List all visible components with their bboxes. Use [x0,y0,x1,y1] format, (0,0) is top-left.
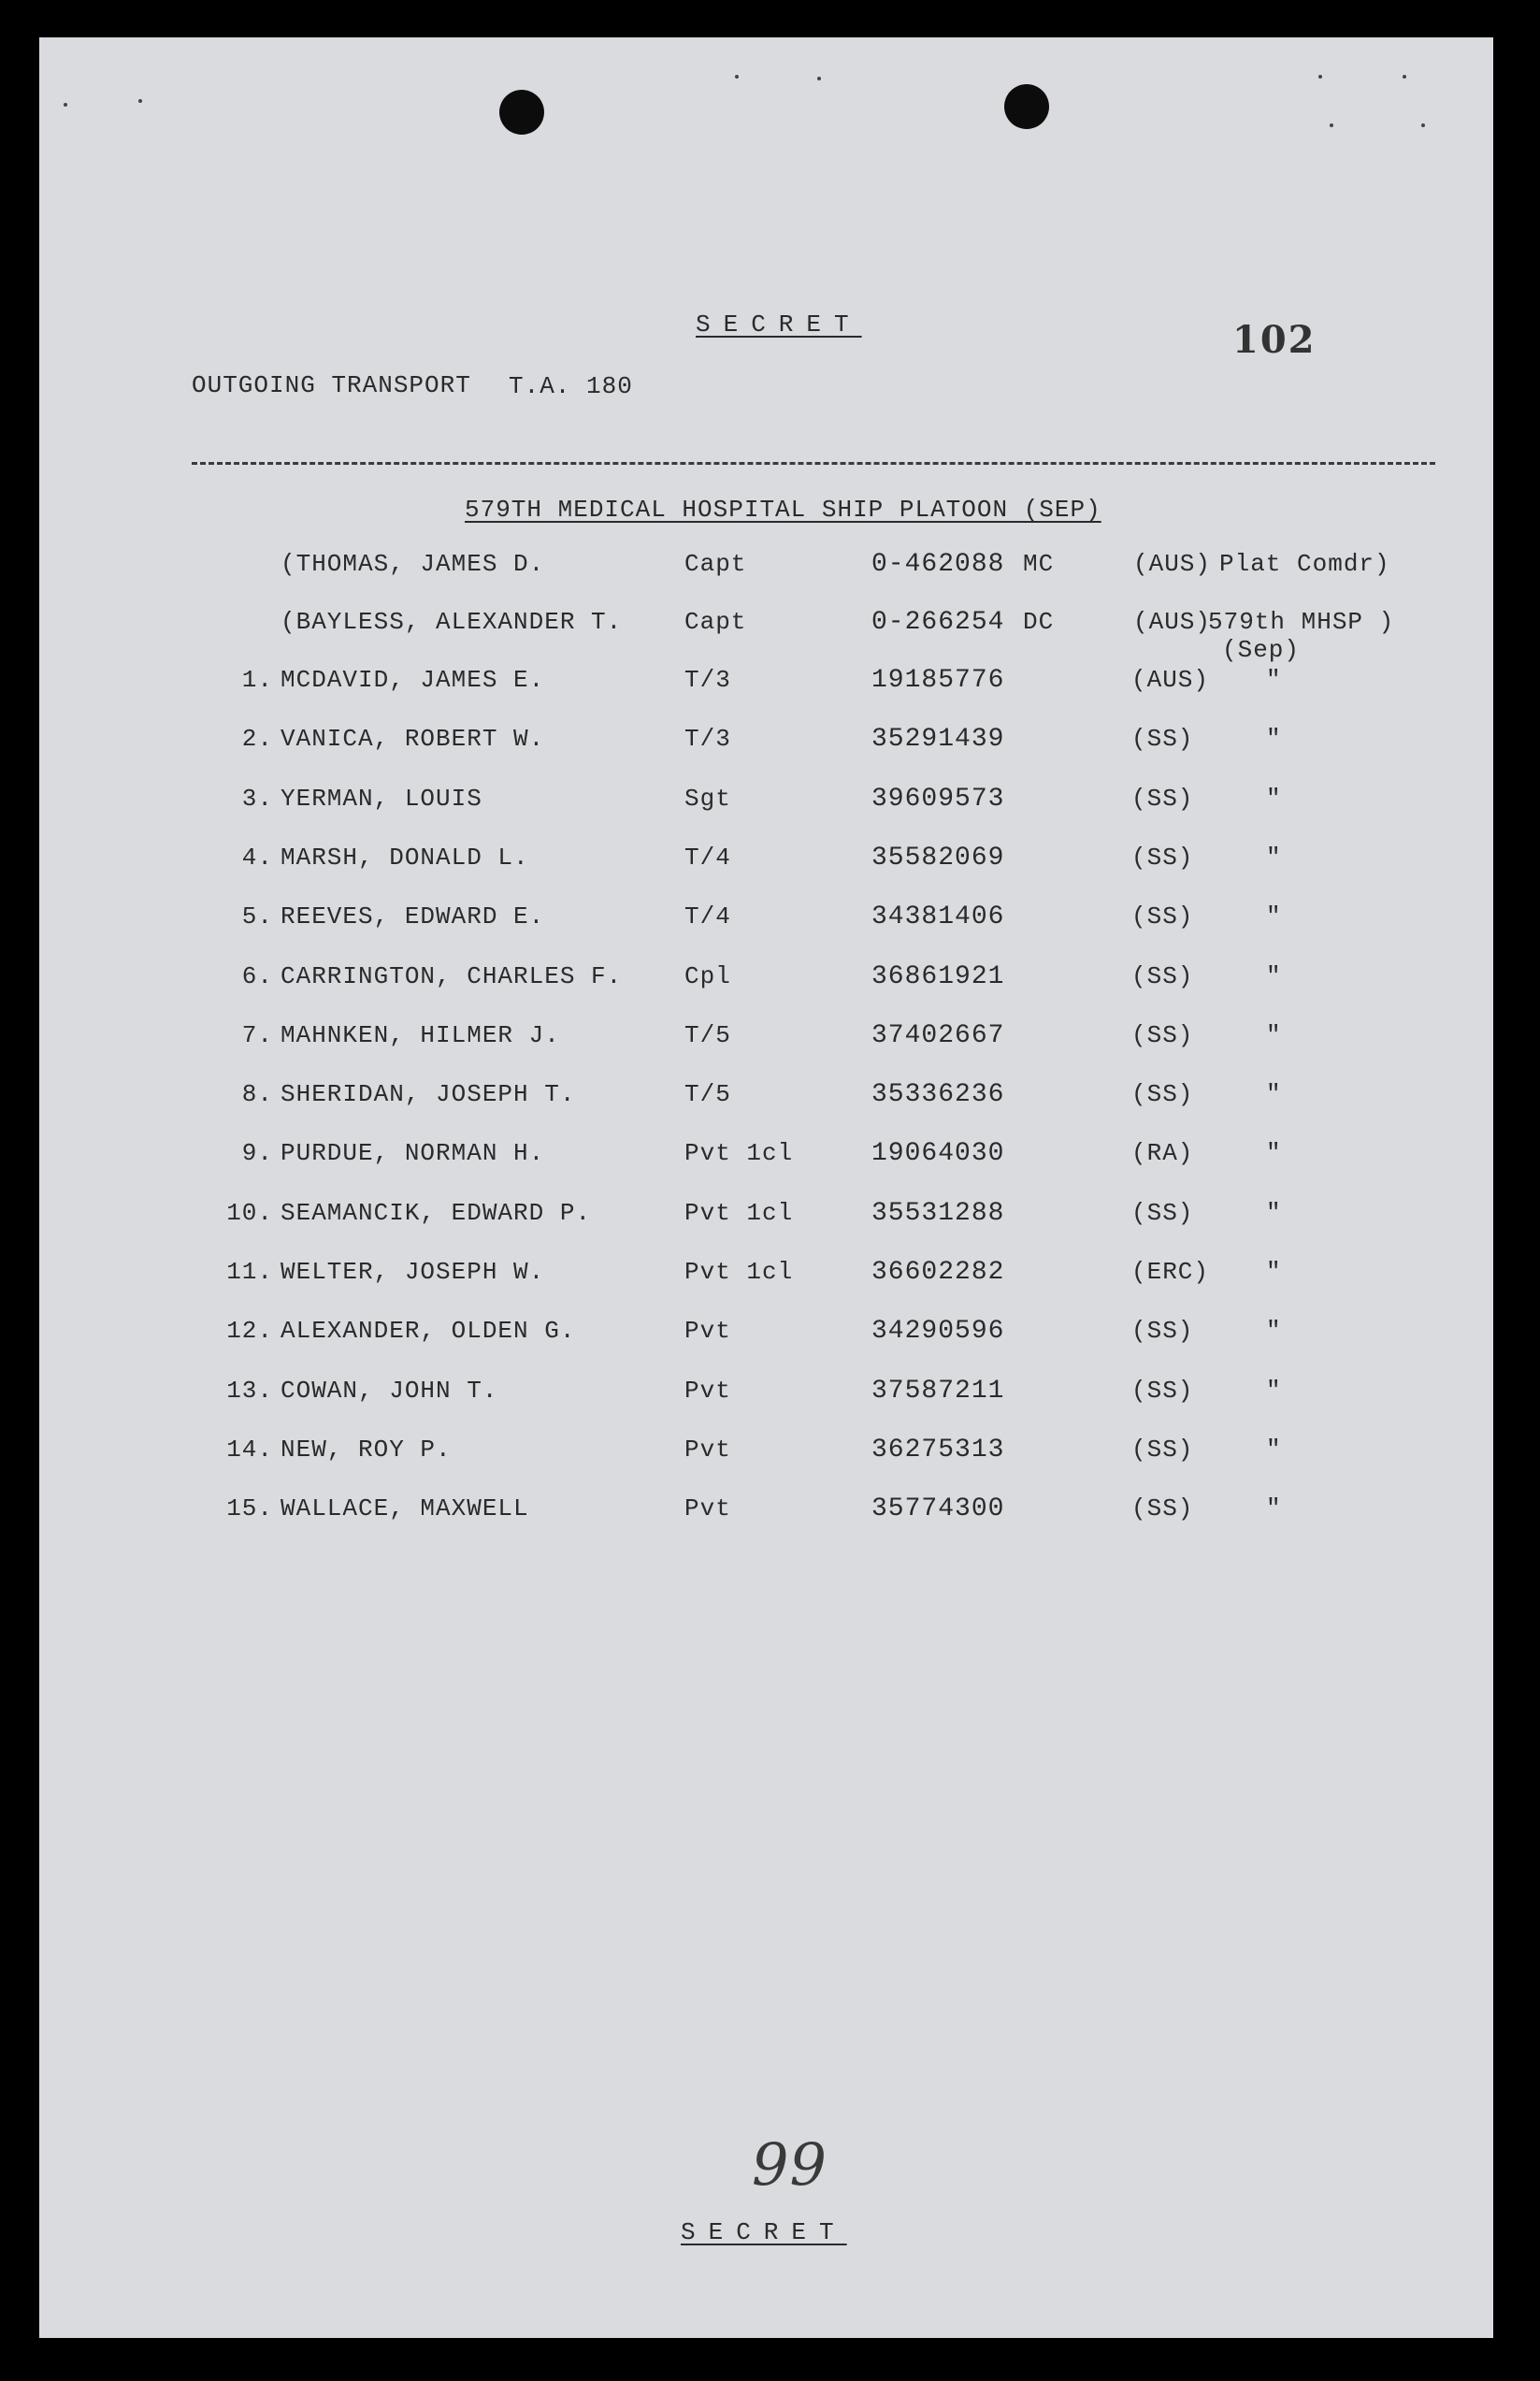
serial-number: 34290596 [871,1317,1005,1347]
serial-number: 35774300 [871,1494,1005,1524]
soldier-name: CARRINGTON, CHARLES F. [281,961,623,990]
officer-serial: 0-462088 [871,550,1005,579]
soldier-rank: Pvt 1cl [684,1258,794,1286]
table-row [39,1436,1493,1477]
row-number: 6. [241,961,273,990]
row-number: 7. [241,1020,273,1049]
component: (SS) [1131,902,1194,931]
serial-number: 35531288 [871,1198,1005,1228]
row-number: 1. [241,666,273,694]
officer-rank: Capt [684,608,747,636]
soldier-name: SHERIDAN, JOSEPH T. [281,1080,576,1109]
ditto-mark: " [1266,961,1282,990]
soldier-rank: Cpl [684,961,731,990]
row-number: 14. [226,1435,273,1464]
serial-number: 36861921 [871,961,1005,991]
row-number: 15. [226,1494,273,1523]
ditto-mark: " [1266,1435,1282,1464]
page-number: 102 [1232,318,1317,362]
soldier-rank: T/4 [684,843,731,872]
soldier-rank: Sgt [684,784,731,813]
component: (SS) [1131,1494,1194,1523]
transport-number: T.A. 180 [509,372,633,400]
row-number: 2. [241,725,273,754]
serial-number: 35582069 [871,843,1005,873]
ditto-mark: " [1266,1258,1282,1286]
soldier-name: YERMAN, LOUIS [281,784,482,813]
table-row [39,902,1493,944]
paper-speck [735,75,739,79]
handwritten-number: 99 [752,2130,828,2199]
table-row [39,1494,1493,1536]
serial-number: 19064030 [871,1139,1005,1169]
officer-remark-sub: (Sep) [1222,636,1301,664]
component: (SS) [1131,1020,1194,1049]
ditto-mark: " [1266,725,1282,754]
ditto-mark: " [1266,1080,1282,1109]
paper-speck [1421,123,1425,127]
component: (AUS) [1131,666,1210,694]
soldier-name: MARSH, DONALD L. [281,843,529,872]
ditto-mark: " [1266,784,1282,813]
paper-speck [1403,75,1406,79]
component: (SS) [1131,784,1194,813]
component: (SS) [1131,1317,1194,1346]
soldier-rank: Pvt 1cl [684,1198,794,1227]
soldier-rank: Pvt [684,1376,731,1405]
punch-hole-left [499,90,544,135]
paper-speck [1330,123,1333,127]
table-row [39,1139,1493,1180]
officer-branch: DC [1023,608,1055,636]
officer-component: (AUS) [1133,550,1212,578]
officer-branch: MC [1023,550,1055,578]
row-number: 5. [241,902,273,931]
ditto-mark: " [1266,1317,1282,1346]
soldier-name: COWAN, JOHN T. [281,1376,498,1405]
component: (SS) [1131,1198,1194,1227]
ditto-mark: " [1266,1198,1282,1227]
officer-name: (BAYLESS, ALEXANDER T. [281,608,623,636]
officer-name: (THOMAS, JAMES D. [281,550,545,578]
officer-serial: 0-266254 [871,608,1005,637]
soldier-rank: Pvt [684,1494,731,1523]
soldier-name: WALLACE, MAXWELL [281,1494,529,1523]
table-row [39,1021,1493,1062]
serial-number: 19185776 [871,666,1005,695]
table-row [39,666,1493,707]
serial-number: 37587211 [871,1376,1005,1406]
row-number: 3. [241,784,273,813]
table-row [39,725,1493,766]
officer-row [39,550,1493,591]
soldier-rank: T/5 [684,1080,731,1109]
component: (SS) [1131,725,1194,754]
soldier-rank: Pvt [684,1435,731,1464]
serial-number: 37402667 [871,1020,1005,1050]
table-row [39,1258,1493,1299]
soldier-name: MCDAVID, JAMES E. [281,666,545,694]
component: (SS) [1131,961,1194,990]
component: (RA) [1131,1139,1194,1168]
paper-speck [138,99,142,103]
row-number: 4. [241,843,273,872]
table-row [39,1080,1493,1121]
table-row [39,785,1493,826]
soldier-rank: T/3 [684,666,731,694]
soldier-rank: T/4 [684,902,731,931]
soldier-rank: Pvt [684,1317,731,1346]
soldier-name: MAHNKEN, HILMER J. [281,1020,560,1049]
row-number: 12. [226,1317,273,1346]
officer-rank: Capt [684,550,747,578]
row-number: 10. [226,1198,273,1227]
component: (SS) [1131,1435,1194,1464]
soldier-name: NEW, ROY P. [281,1435,452,1464]
paper-speck [64,103,67,107]
row-number: 9. [241,1139,273,1168]
soldier-name: SEAMANCIK, EDWARD P. [281,1198,592,1227]
table-row [39,962,1493,1003]
component: (SS) [1131,1376,1194,1405]
component: (SS) [1131,1080,1194,1109]
row-number: 13. [226,1376,273,1405]
ditto-mark: " [1266,1494,1282,1523]
paper-speck [1318,75,1322,79]
serial-number: 35291439 [871,725,1005,755]
soldier-name: WELTER, JOSEPH W. [281,1258,545,1286]
serial-number: 39609573 [871,784,1005,814]
soldier-name: PURDUE, NORMAN H. [281,1139,545,1168]
serial-number: 36275313 [871,1435,1005,1465]
dashed-separator [192,462,1435,465]
soldier-rank: Pvt 1cl [684,1139,794,1168]
classification-top: SECRET [696,310,862,339]
ditto-mark: " [1266,666,1282,694]
serial-number: 35336236 [871,1080,1005,1110]
officer-remark: 579th MHSP ) [1208,608,1395,636]
soldier-rank: T/3 [684,725,731,754]
officer-remark: Plat Comdr) [1219,550,1390,578]
soldier-name: REEVES, EDWARD E. [281,902,545,931]
serial-number: 36602282 [871,1258,1005,1287]
table-row [39,1199,1493,1240]
punch-hole-right [1004,84,1049,129]
ditto-mark: " [1266,1020,1282,1049]
table-row [39,1377,1493,1418]
unit-heading: 579TH MEDICAL HOSPITAL SHIP PLATOON (SEP) [465,496,1101,524]
component: (ERC) [1131,1258,1210,1286]
ditto-mark: " [1266,843,1282,872]
document-page [39,37,1493,2338]
row-number: 11. [226,1258,273,1286]
soldier-name: ALEXANDER, OLDEN G. [281,1317,576,1346]
component: (SS) [1131,843,1194,872]
ditto-mark: " [1266,1376,1282,1405]
officer-component: (AUS) [1133,608,1212,636]
classification-bottom: SECRET [681,2218,847,2246]
soldier-rank: T/5 [684,1020,731,1049]
transport-label: OUTGOING TRANSPORT [192,371,471,399]
serial-number: 34381406 [871,902,1005,932]
ditto-mark: " [1266,1139,1282,1168]
paper-speck [817,77,821,80]
row-number: 8. [241,1080,273,1109]
ditto-mark: " [1266,902,1282,931]
table-row [39,844,1493,885]
officer-row [39,608,1493,664]
soldier-name: VANICA, ROBERT W. [281,725,545,754]
table-row [39,1317,1493,1358]
